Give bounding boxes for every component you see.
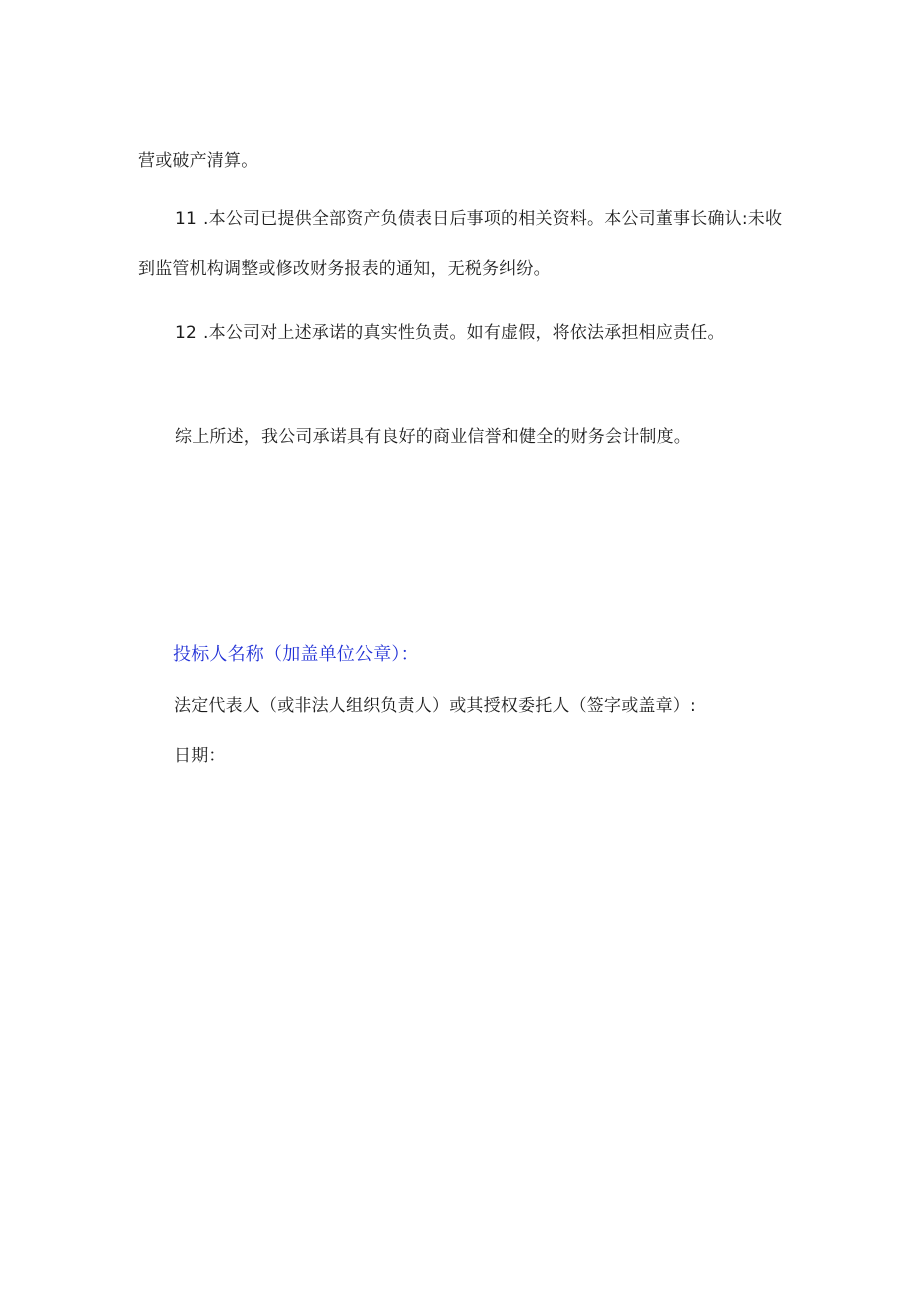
item-11-first-line [175,207,782,231]
legal-representative-label: 法定代表人（或非法人组织负责人）或其授权委托人（签字或盖章）: [174,696,696,716]
bidder-name-label: 投标人名称（加盖单位公章）： [173,644,419,665]
item-11-text-line2: 到监管机构调整或修改财务报表的通知，无税务纠纷。 [138,259,551,279]
item-12-text: .本公司对上述承诺的真实性负责。如有虚假，将依法承担相应责任。 [203,323,725,343]
item-12-number: 12 [175,323,198,343]
item-12-line [175,321,725,345]
date-label: 日期： [174,746,226,766]
item-11-number: 11 [175,209,198,229]
summary-paragraph: 综上所述，我公司承诺具有良好的商业信誉和健全的财务会计制度。 [175,427,691,447]
continuation-line: 营或破产清算。 [138,151,259,171]
item-11-text-line1: .本公司已提供全部资产负债表日后事项的相关资料。本公司董事长确认:未收 [203,209,783,229]
